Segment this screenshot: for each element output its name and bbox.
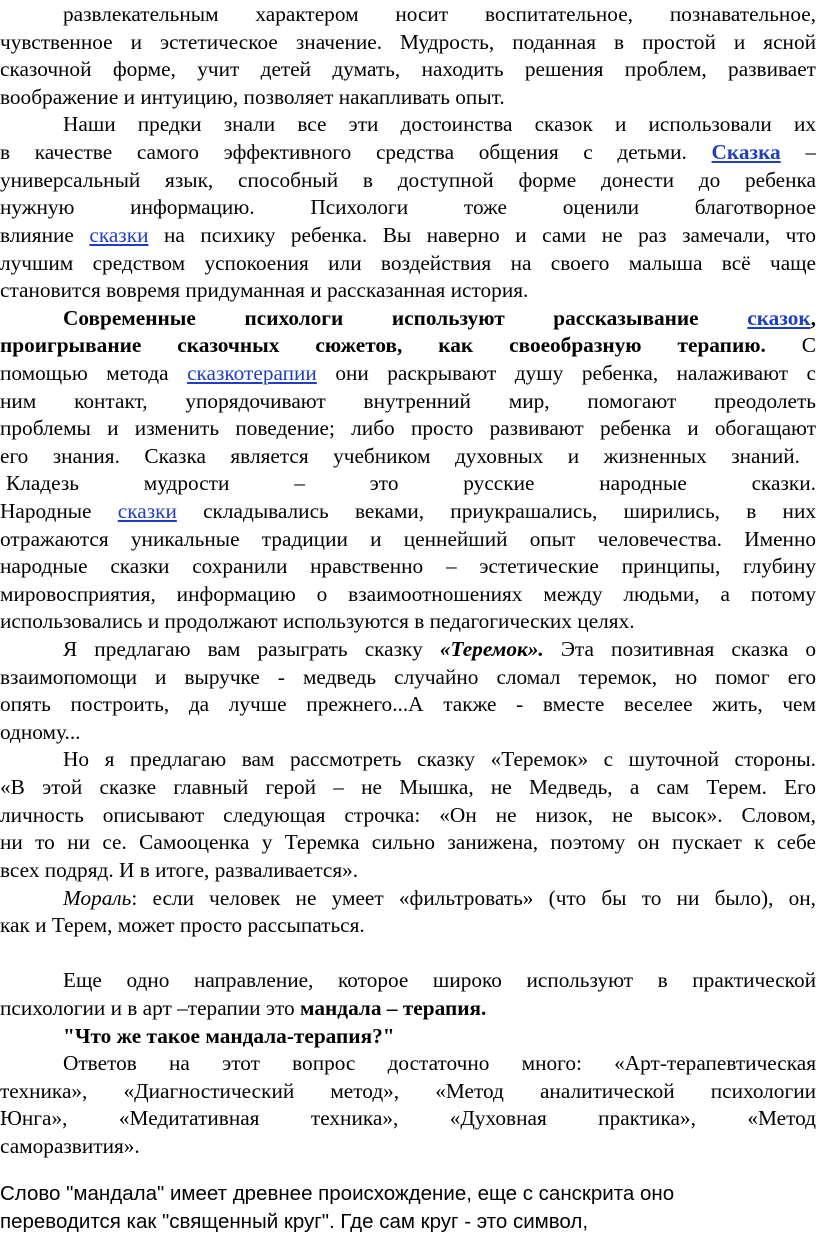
text-line: Мораль: если человек не умеет «фильтровать» (что бы то ни было), он, xyxy=(63,885,816,910)
text-line: развлекательным характером носит воспитательное, познавательное, xyxy=(63,2,816,26)
text-line: опять построить, да лучше прежнего...А также - вместе веселее жить, чем xyxy=(0,692,816,717)
text-line: техника», «Диагностический метод», «Метод аналитической психологии xyxy=(0,1078,816,1103)
skazki-link[interactable]: сказки xyxy=(89,222,149,247)
text-line: Кладезь мудрости – это русские народные сказки. xyxy=(6,471,816,496)
text-line: Ответов на этот вопрос достаточно много: «Арт-терапевтическая xyxy=(63,1051,816,1076)
text-line: Юнга», «Медитативная техника», «Духовная практика», «Метод xyxy=(0,1106,816,1131)
text-line: чувственное и эстетическое значение. Мудрость, поданная в простой и ясной xyxy=(0,29,816,54)
text-line: как и Терем, может просто рассыпаться. xyxy=(0,913,365,938)
text-line: Наши предки знали все эти достоинства сказок и использовали их xyxy=(63,112,816,137)
text-line: народные сказки сохранили нравственно – эстетические принципы, глубину xyxy=(0,554,816,579)
text-line: сказочной форме, учит детей думать, находить решения проблем, развивает xyxy=(0,57,816,82)
text-line: мировосприятия, информацию о взаимоотношениях между людьми, а потому xyxy=(0,581,816,606)
text-line: помощью метода сказкотерапии они раскрывают душу ребенка, налаживают с xyxy=(0,360,816,385)
text-line: Но я предлагаю вам рассмотреть сказку «Теремок» с шуточной стороны. xyxy=(63,747,816,772)
text-line: взаимопомощи и выручке - медведь случайно сломал теремок, но помог его xyxy=(0,664,816,689)
skazkoterapii-link[interactable]: сказкотерапии xyxy=(187,360,317,385)
text-line: универсальный язык, способный в доступной форме донести до ребенка xyxy=(0,167,816,192)
text-line: переводится как "священный круг". Где сам круг - это символ, xyxy=(0,1210,589,1233)
text-line: Еще одно направление, которое широко используют в практической xyxy=(63,968,816,993)
text-line: всех подряд. И в итоге, разваливается». xyxy=(0,857,359,882)
text-line: в качестве самого эффективного средства общения с детьми. Сказка – xyxy=(0,140,816,164)
section-heading: "Что же такое мандала-терапия?" xyxy=(63,1023,395,1048)
text-line: его знания. Сказка является учебником духовных и жизненных знаний. xyxy=(0,443,800,468)
text-line: Я предлагаю вам разыграть сказку «Теремок». Эта позитивная сказка о xyxy=(63,637,816,661)
text-line: влияние сказки на психику ребенка. Вы наверно и сами не раз замечали, что xyxy=(0,222,816,247)
text-line: проблемы и изменить поведение; либо просто развивают ребенка и обогащают xyxy=(0,416,816,441)
text-line: одному... xyxy=(0,719,81,744)
text-line: Слово "мандала" имеет древнее происхождение, еще с санскрита оно xyxy=(0,1182,675,1205)
skazki-link-2[interactable]: сказки xyxy=(117,498,177,523)
text-line: отражаются уникальные традиции и ценнейший опыт человечества. Именно xyxy=(0,526,816,551)
text-line: Современные психологи используют рассказывание сказок, xyxy=(63,305,816,330)
text-line: «В этой сказке главный герой – не Мышка, не Медведь, а сам Терем. Его xyxy=(0,775,816,799)
text-line: личность описывают следующая строчка: «Он не низок, не высок». Словом, xyxy=(0,802,816,827)
text-line: лучшим средством успокоения или воздействия на своего малыша всё чаще xyxy=(0,250,816,275)
text-line: проигрывание сказочных сюжетов, как своеобразную терапию. С xyxy=(0,333,816,358)
text-line: ним контакт, упорядочивают внутренний мир, помогают преодолеть xyxy=(0,388,816,413)
skazka-link[interactable]: Сказка xyxy=(711,140,781,164)
text-line: становится вовремя придуманная и рассказанная история. xyxy=(0,278,529,303)
text-line: саморазвития». xyxy=(0,1133,140,1158)
skazok-link[interactable]: сказок xyxy=(747,305,811,330)
text-line: ни то ни се. Самооценка у Теремка сильно занижена, поэтому он пускает к себе xyxy=(0,830,816,855)
text-line: использовались и продолжают используются в педагогических целях. xyxy=(0,609,635,634)
text-line: психологии и в арт –терапии это мандала – терапия. xyxy=(0,995,487,1020)
text-line: нужную информацию. Психологи тоже оценили благотворное xyxy=(0,195,816,220)
text-line: Народные сказки складывались веками, приукрашались, ширились, в них xyxy=(0,498,816,523)
text-line: воображение и интуицию, позволяет накапливать опыт. xyxy=(0,84,505,109)
